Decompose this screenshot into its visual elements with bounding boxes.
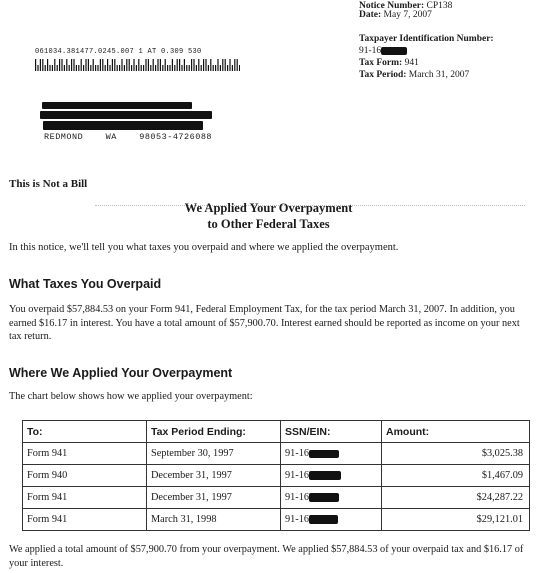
barcode-bar: [121, 59, 122, 71]
ssn-prefix: 91-16: [285, 514, 310, 525]
barcode-bar: [93, 59, 94, 71]
table-row: [23, 465, 530, 487]
barcode-bar: [119, 65, 120, 71]
barcode-bar: [105, 65, 106, 71]
title-line-2: to Other Federal Taxes: [207, 217, 330, 231]
tax-period: [359, 69, 469, 81]
barcode-bar: [85, 59, 86, 71]
notice-number-label: Notice Number:: [359, 1, 425, 11]
barcode-bar: [225, 59, 226, 71]
barcode-bar: [153, 59, 154, 71]
barcode-bar: [124, 65, 125, 71]
barcode-bar: [76, 65, 77, 71]
cell-period: December 31, 1997: [147, 487, 281, 509]
postal-barcode: [35, 59, 240, 71]
tin-prefix: 91-16: [359, 46, 382, 56]
barcode-number: 061034.381477.0245.007 1 AT 0.309 530: [35, 48, 202, 56]
address-city-line: REDMOND WA 98053-4726088: [44, 132, 213, 142]
tax-period-value: March 31, 2007: [408, 70, 470, 80]
cell-amount: $29,121.01: [382, 509, 530, 531]
notice-number-value: CP138: [426, 1, 453, 11]
barcode-bar: [57, 65, 58, 71]
title-line-1: We Applied Your Overpayment: [184, 201, 353, 215]
address-redaction: [40, 102, 215, 132]
barcode-bar: [88, 59, 89, 71]
barcode-bar: [83, 65, 84, 71]
barcode-bar: [35, 59, 36, 71]
barcode-bar: [229, 59, 230, 71]
barcode-bar: [45, 65, 46, 71]
barcode-bar: [69, 65, 70, 71]
cell-ssn: [281, 465, 382, 487]
ssn-redaction: [309, 450, 339, 458]
ssn-prefix: 91-16: [285, 492, 310, 503]
section-overpaid-text: You overpaid $57,884.53 on your Form 941, Federal Employment Tax, for the tax period March 31, 2007. In addition, you earned $16.17 in interest. You have a total amount of $57,900.70. Interest earned should be reported as income on your next tax return.: [9, 304, 520, 342]
barcode-bar: [95, 65, 96, 71]
barcode-bar: [64, 65, 65, 71]
cell-period: March 31, 1998: [147, 509, 281, 531]
barcode-bar: [136, 65, 137, 71]
barcode-bar: [117, 65, 118, 71]
closing-text: We applied a total amount of $57,900.70 from your overpayment. We applied $57,884.53 of your overpaid tax and $16.17 of your interest.: [9, 544, 524, 569]
barcode-bar: [81, 59, 82, 71]
date-label: Date:: [359, 10, 382, 20]
barcode-bar: [138, 59, 139, 71]
barcode-bar: [141, 65, 142, 71]
barcode-bar: [191, 59, 192, 71]
barcode-bar: [107, 59, 108, 71]
barcode-bar: [97, 65, 98, 71]
tax-form: [359, 57, 419, 69]
barcode-bar: [165, 59, 166, 71]
cell-period: September 30, 1997: [147, 443, 281, 465]
cell-to: Form 940: [23, 465, 147, 487]
header-ssn: SSN/EIN:: [281, 421, 382, 443]
ssn-redaction: [309, 493, 339, 502]
barcode-bar: [73, 59, 74, 71]
tax-form-label: Tax Form:: [359, 58, 403, 68]
barcode-bar: [227, 65, 228, 71]
barcode-bar: [42, 59, 43, 71]
barcode-bar: [133, 59, 134, 71]
barcode-bar: [210, 59, 211, 71]
ssn-redaction: [309, 471, 341, 480]
barcode-bar: [155, 65, 156, 71]
barcode-bar: [196, 65, 197, 71]
application-table: [22, 420, 530, 531]
ssn-redaction: [309, 515, 338, 524]
intro-text: In this notice, we'll tell you what taxes you overpaid and where we applied the overpayment.: [9, 242, 399, 253]
barcode-bar: [54, 59, 55, 71]
cell-amount: $24,287.22: [382, 487, 530, 509]
barcode-bar: [186, 65, 187, 71]
section-heading-applied: Where We Applied Your Overpayment: [9, 366, 233, 380]
cell-ssn: [281, 509, 382, 531]
table-row: [23, 509, 530, 531]
cell-ssn: [281, 487, 382, 509]
section-heading-overpaid: What Taxes You Overpaid: [9, 277, 162, 291]
ssn-prefix: 91-16: [285, 448, 310, 459]
table-header-row: [23, 421, 530, 443]
date-value: May 7, 2007: [383, 10, 432, 20]
cell-amount: $3,025.38: [382, 443, 530, 465]
barcode-bar: [234, 59, 235, 71]
barcode-bar: [189, 65, 190, 71]
barcode-bar: [47, 59, 48, 71]
header-to: To:: [23, 421, 147, 443]
table-row: [23, 487, 530, 509]
chart-intro-text: The chart below shows how we applied your overpayment:: [9, 391, 253, 402]
barcode-bar: [90, 65, 91, 71]
barcode-bar: [201, 65, 202, 71]
barcode-bar: [61, 59, 62, 71]
barcode-bar: [177, 59, 178, 71]
barcode-bar: [126, 59, 127, 71]
tin-value: [359, 45, 407, 57]
barcode-bar: [167, 65, 168, 71]
barcode-bar: [37, 65, 38, 71]
barcode-bar: [222, 59, 223, 71]
barcode-bar: [217, 59, 218, 71]
not-a-bill-notice: This is Not a Bill: [9, 178, 88, 190]
barcode-bar: [66, 59, 67, 71]
barcode-bar: [237, 59, 238, 71]
barcode-bar: [174, 65, 175, 71]
tax-period-label: Tax Period:: [359, 70, 407, 80]
barcode-bar: [150, 65, 151, 71]
cell-amount: $1,467.09: [382, 465, 530, 487]
cell-to: Form 941: [23, 443, 147, 465]
barcode-bar: [129, 59, 130, 71]
barcode-bar: [239, 65, 240, 71]
page-title: [0, 200, 537, 232]
barcode-bar: [49, 65, 50, 71]
cell-period: December 31, 1997: [147, 465, 281, 487]
barcode-bar: [184, 59, 185, 71]
barcode-bar: [109, 65, 110, 71]
barcode-bar: [157, 59, 158, 71]
header-period: Tax Period Ending:: [147, 421, 281, 443]
barcode-bar: [181, 65, 182, 71]
barcode-bar: [131, 65, 132, 71]
cell-ssn: [281, 443, 382, 465]
tin-redaction: [381, 47, 407, 55]
notice-date: [359, 9, 432, 21]
barcode-bar: [148, 59, 149, 71]
barcode-bar: [102, 59, 103, 71]
table-row: [23, 443, 530, 465]
barcode-bar: [208, 65, 209, 71]
barcode-bar: [100, 59, 101, 71]
barcode-bar: [232, 65, 233, 71]
tin-label: Taxpayer Identification Number:: [359, 34, 494, 44]
barcode-bar: [78, 65, 79, 71]
barcode-bar: [193, 59, 194, 71]
tax-form-value: 941: [404, 58, 419, 68]
barcode-bar: [145, 59, 146, 71]
barcode-bar: [40, 59, 41, 71]
barcode-bar: [205, 59, 206, 71]
cell-to: Form 941: [23, 509, 147, 531]
barcode-bar: [160, 59, 161, 71]
barcode-bar: [59, 59, 60, 71]
cell-to: Form 941: [23, 487, 147, 509]
barcode-bar: [52, 65, 53, 71]
barcode-bar: [179, 59, 180, 71]
barcode-bar: [114, 59, 115, 71]
barcode-bar: [143, 65, 144, 71]
barcode-bar: [220, 65, 221, 71]
barcode-bar: [215, 65, 216, 71]
barcode-bar: [162, 65, 163, 71]
barcode-bar: [112, 59, 113, 71]
barcode-bar: [213, 65, 214, 71]
barcode-bar: [172, 59, 173, 71]
barcode-bar: [169, 65, 170, 71]
barcode-bar: [71, 59, 72, 71]
barcode-bar: [203, 59, 204, 71]
ssn-prefix: 91-16: [285, 470, 310, 481]
header-amount: Amount:: [382, 421, 530, 443]
barcode-bar: [198, 59, 199, 71]
